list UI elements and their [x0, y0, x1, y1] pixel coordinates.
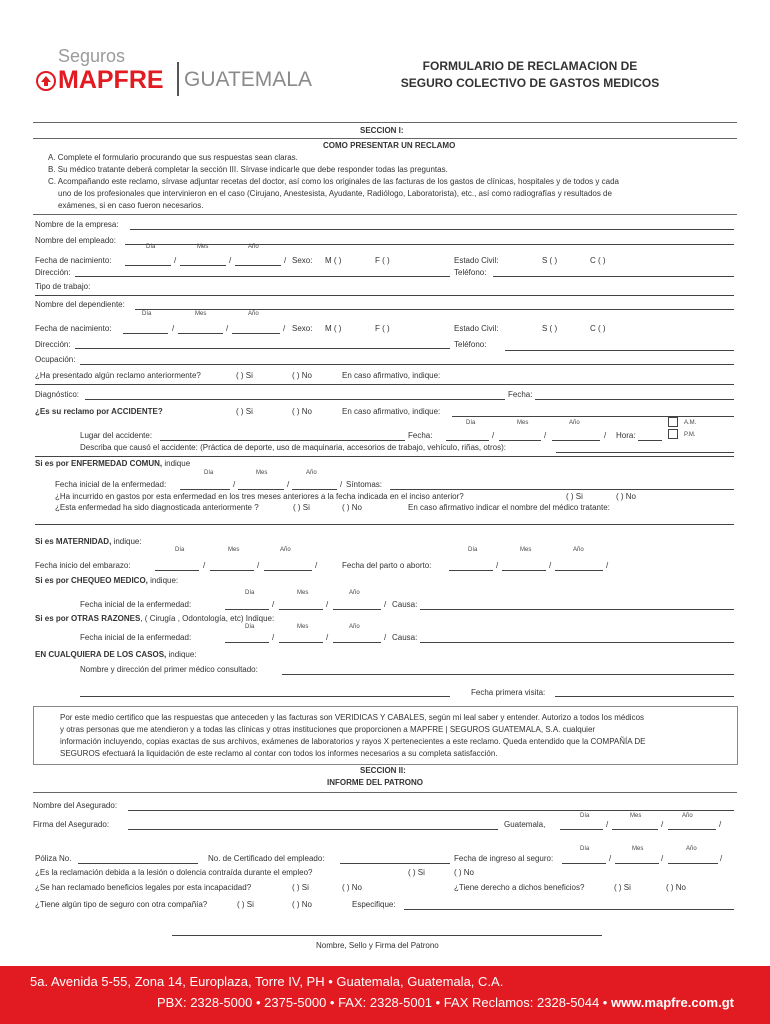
chequeo-rest: indique: [147, 576, 179, 585]
dia-label: Día [245, 624, 255, 630]
slash: / [287, 480, 290, 489]
ocupacion-field[interactable] [80, 364, 734, 365]
embarazo-anio-field[interactable] [264, 570, 312, 571]
primera-visita-label: Fecha primera visita: [471, 688, 546, 697]
maternidad-bold: Si es MATERNIDAD, [35, 537, 112, 546]
reclamo-anterior-afirm: En caso afirmativo, indique: [342, 371, 441, 380]
accidente-afirm: En caso afirmativo, indique: [342, 407, 441, 416]
slash: / [283, 324, 286, 333]
parto-label: Fecha del parto o aborto: [342, 561, 432, 570]
slash: / [284, 256, 287, 265]
cualquiera-label [35, 650, 197, 659]
form-title-line1: FORMULARIO DE RECLAMACION DE [422, 59, 638, 73]
dia-label: Día [580, 813, 590, 819]
asegurado-label: Nombre del Asegurado: [33, 801, 118, 810]
anio-label: Año [569, 420, 580, 426]
reclamo-anterior-no[interactable]: ( ) No [292, 371, 312, 380]
slash: / [661, 820, 664, 829]
empleado-telefono-label: Teléfono: [454, 268, 487, 277]
logo-mapfre-text: MAPFRE [58, 66, 164, 94]
enf-mes-field[interactable] [238, 489, 284, 490]
enfermedad-rest: indique [162, 459, 191, 468]
accidente-label: ¿Es su reclamo por ACCIDENTE? [35, 407, 163, 416]
chequeo-dia-field[interactable] [225, 609, 269, 610]
chequeo-causa-field[interactable] [420, 609, 734, 610]
dependiente-mes-field[interactable] [178, 333, 223, 334]
enfermedad-label [35, 459, 190, 468]
empleado-dia-field[interactable] [125, 265, 171, 266]
section1-heading-rule [33, 138, 737, 139]
instructions-bottom-rule [33, 214, 737, 215]
anio-label: Año [349, 624, 360, 630]
empleado-estado-s[interactable]: S ( ) [542, 256, 558, 265]
asegurado-field[interactable] [128, 810, 734, 811]
section1-top-rule [33, 122, 737, 123]
describa-field-2[interactable] [35, 456, 734, 457]
empleado-estado-civil-label: Estado Civil: [454, 256, 499, 265]
mes-label: Mes [297, 590, 309, 596]
slash: / [492, 431, 495, 440]
primer-medico-label: Nombre y dirección del primer médico consultado: [80, 665, 258, 674]
dependiente-estado-c[interactable]: C ( ) [590, 324, 606, 333]
hora-field[interactable] [638, 440, 662, 441]
anio-label: Año [573, 547, 584, 553]
otras-anio-field[interactable] [333, 642, 381, 643]
empleado-field[interactable] [125, 244, 734, 245]
mes-label: Mes [630, 813, 642, 819]
primera-visita-field[interactable] [555, 696, 734, 697]
accidente-no[interactable]: ( ) No [292, 407, 312, 416]
instruction-a: A. Complete el formulario procurando que sus respuestas sean claras. [48, 153, 298, 162]
ingreso-dia-field[interactable] [562, 863, 606, 864]
cualquiera-rest: indique: [166, 650, 197, 659]
dia-label: Día [245, 590, 255, 596]
sello-label: Nombre, Sello y Firma del Patrono [316, 941, 439, 950]
primer-medico-field[interactable] [282, 674, 734, 675]
anio-label: Año [682, 813, 693, 819]
slash: / [606, 820, 609, 829]
enf-dia-field[interactable] [180, 489, 230, 490]
medico-tratante-field[interactable] [35, 524, 734, 525]
instruction-c3: exámenes, si en caso fueron necesarios. [58, 201, 204, 210]
guatemala-anio-field[interactable] [668, 829, 716, 830]
empresa-label: Nombre de la empresa: [35, 220, 119, 229]
lugar-accidente-label: Lugar del accidente: [80, 431, 153, 440]
section2-heading: SECCION II: [360, 766, 406, 775]
diagnosticada-label: ¿Esta enfermedad ha sido diagnosticada anteriormente ? [55, 503, 259, 512]
empleado-direccion-label: Dirección: [35, 268, 71, 277]
trabajo-field[interactable] [35, 295, 734, 296]
slash: / [226, 324, 229, 333]
dependiente-fecha-nac-label: Fecha de nacimiento: [35, 324, 112, 333]
mes-label: Mes [256, 470, 268, 476]
otras-rest: , ( Cirugía , Odontología, etc) Indique: [140, 614, 275, 623]
certification-line4: SEGUROS efectuará la liquidación de este reclamo al contar con todos los informes necesarios a su completa satisfacción. [60, 749, 498, 758]
slash: / [496, 561, 499, 570]
slash: / [719, 820, 722, 829]
otro-seguro-label: ¿Tiene algún tipo de seguro con otra compañía? [35, 900, 208, 909]
ingreso-anio-field[interactable] [668, 863, 718, 864]
slash: / [172, 324, 175, 333]
accidente-fecha-label: Fecha: [408, 431, 433, 440]
slash: / [340, 480, 343, 489]
am-checkbox[interactable] [668, 417, 678, 427]
slash: / [326, 600, 329, 609]
mes-label: Mes [297, 624, 309, 630]
slash: / [272, 600, 275, 609]
slash: / [257, 561, 260, 570]
empleado-direccion-field[interactable] [75, 276, 450, 277]
incurrido-si[interactable]: ( ) Si [566, 492, 583, 501]
dia-label: Día [146, 244, 156, 250]
dependiente-anio-field[interactable] [232, 333, 280, 334]
form-title-line2: SEGURO COLECTIVO DE GASTOS MEDICOS [400, 76, 660, 90]
parto-dia-field[interactable] [449, 570, 493, 571]
dia-label: Día [468, 547, 478, 553]
firma-label: Firma del Asegurado: [33, 820, 110, 829]
chequeo-anio-field[interactable] [333, 609, 381, 610]
footer-website-link[interactable]: www.mapfre.com.gt [610, 995, 734, 1010]
incurrido-label: ¿Ha incurrido en gastos por esta enfermedad en los tres meses anteriores a la fecha indicada en el inciso anterior? [55, 492, 464, 501]
dependiente-label: Nombre del dependiente: [35, 300, 125, 309]
chequeo-causa-label: Causa: [392, 600, 418, 609]
mes-label: Mes [520, 547, 532, 553]
empleado-estado-c[interactable]: C ( ) [590, 256, 606, 265]
embarazo-label: Fecha inicio del embarazo: [35, 561, 131, 570]
certification-line1: Por este medio certifico que las respuestas que anteceden y las facturas son VERIDICAS Y CABALES, según mi leal saber y entender. Autorizo a todos los médicos [60, 713, 645, 722]
guatemala-mes-field[interactable] [612, 829, 658, 830]
diagnostico-field[interactable] [85, 399, 505, 400]
slash: / [384, 600, 387, 609]
dependiente-direccion-label: Dirección: [35, 340, 71, 349]
cualquiera-bold: EN CUALQUIERA DE LOS CASOS, [35, 650, 167, 659]
certificado-field[interactable] [340, 863, 450, 864]
dia-label: Día [142, 311, 152, 317]
certification-line3: información incluyendo, copias exactas de sus archivos, exámenes de laboratorios y rayos X pertenecientes a este reclamo. Queda entendido que la COMPAÑÍA DE [60, 737, 646, 746]
derecho-label: ¿Tiene derecho a dichos beneficios? [454, 883, 585, 892]
beneficios-legales-si[interactable]: ( ) Si [292, 883, 309, 892]
enf-fecha-inicial-label: Fecha inicial de la enfermedad: [55, 480, 167, 489]
section2-rule [33, 792, 737, 793]
diagnosticada-si[interactable]: ( ) Si [293, 503, 310, 512]
lugar-accidente-field[interactable] [160, 440, 405, 441]
anio-label: Año [306, 470, 317, 476]
footer-address: 5a. Avenida 5-55, Zona 14, Europlaza, Torre IV, PH • Guatemala, Guatemala, C.A. [30, 974, 504, 989]
chequeo-fecha-label: Fecha inicial de la enfermedad: [80, 600, 192, 609]
firma-field[interactable] [128, 829, 498, 830]
parto-mes-field[interactable] [502, 570, 546, 571]
empleado-telefono-field[interactable] [493, 276, 734, 277]
dependiente-estado-s[interactable]: S ( ) [542, 324, 558, 333]
sello-field[interactable] [172, 935, 602, 936]
logo-seguros-text: Seguros [58, 46, 126, 66]
slash: / [326, 633, 329, 642]
medico-tratante-label: En caso afirmativo indicar el nombre del médico tratante: [408, 503, 610, 512]
otras-bold: Si es por OTRAS RAZONES [35, 614, 141, 623]
enf-anio-field[interactable] [292, 489, 337, 490]
empleado-sexo-m[interactable]: M ( ) [325, 256, 342, 265]
especifique-label: Especifique: [352, 900, 396, 909]
slash: / [384, 633, 387, 642]
empleado-label: Nombre del empleado: [35, 236, 116, 245]
slash: / [315, 561, 318, 570]
logo-divider [177, 62, 179, 96]
chequeo-mes-field[interactable] [279, 609, 323, 610]
instruction-c2: uno de los profesionales que intervinieron en el caso (Cirujano, Anestesista, Ayudante, Radiólogo, Laboratorista), etc., así como radiografías y resultados de [58, 189, 612, 198]
otras-dia-field[interactable] [225, 642, 269, 643]
anio-label: Año [349, 590, 360, 596]
lesion-si[interactable]: ( ) Si [408, 868, 425, 877]
slash: / [604, 431, 607, 440]
beneficios-legales-label: ¿Se han reclamado beneficios legales por esta incapacidad? [35, 883, 252, 892]
dependiente-dia-field[interactable] [123, 333, 168, 334]
dependiente-field[interactable] [135, 309, 734, 310]
incurrido-no[interactable]: ( ) No [616, 492, 636, 501]
diagnosticada-no[interactable]: ( ) No [342, 503, 362, 512]
sintomas-label: Síntomas: [346, 480, 383, 489]
chequeo-bold: Si es por CHEQUEO MEDICO, [35, 576, 148, 585]
empleado-sexo-label: Sexo: [292, 256, 313, 265]
anio-label: Año [248, 311, 259, 317]
derecho-no[interactable]: ( ) No [666, 883, 686, 892]
accidente-mes-field[interactable] [499, 440, 541, 441]
dependiente-direccion-field[interactable] [75, 348, 450, 349]
slash: / [233, 480, 236, 489]
mes-label: Mes [228, 547, 240, 553]
am-label: A.M. [684, 420, 697, 426]
diagnostico-label: Diagnóstico: [35, 390, 80, 399]
describa-label: Describa que causó el accidente: (Práctica de deporte, uso de maquinaria, accesorios de trabajo, vehículo, riñas, otros): [80, 443, 507, 452]
section1-heading: SECCION I: [360, 126, 404, 135]
poliza-field[interactable] [78, 863, 198, 864]
trabajo-label: Tipo de trabajo: [35, 282, 91, 291]
ocupacion-label: Ocupación: [35, 355, 76, 364]
primer-medico-field-2[interactable] [80, 696, 450, 697]
empresa-field[interactable] [130, 229, 734, 230]
slash: / [272, 633, 275, 642]
otras-mes-field[interactable] [279, 642, 323, 643]
dependiente-estado-civil-label: Estado Civil: [454, 324, 499, 333]
lesion-label: ¿Es la reclamación debida a la lesión o dolencia contraída durante el empleo? [35, 868, 313, 877]
ingreso-mes-field[interactable] [615, 863, 659, 864]
logo-country-text: GUATEMALA [184, 68, 312, 91]
accidente-dia-field[interactable] [446, 440, 489, 441]
footer-phones: PBX: 2328-5000 • 2375-5000 • FAX: 2328-5001 • FAX Reclamos: 2328-5044 • [156, 995, 611, 1010]
slash: / [549, 561, 552, 570]
reclamo-anterior-field[interactable] [35, 384, 734, 385]
especifique-field[interactable] [404, 909, 734, 910]
chequeo-label [35, 576, 178, 585]
maternidad-rest: indique: [111, 537, 142, 546]
certification-line2: y otras personas que me atendieron y a todas las clínicas y otras instituciones que proporcionen a MAPFRE | SEGUROS GUATEMALA, S.A. cualquier [60, 725, 596, 734]
certificado-label: No. de Certificado del empleado: [208, 854, 325, 863]
anio-label: Año [280, 547, 291, 553]
dia-label: Día [204, 470, 214, 476]
diagnostico-fecha-field[interactable] [535, 399, 734, 400]
dia-label: Día [580, 846, 590, 852]
beneficios-legales-no[interactable]: ( ) No [342, 883, 362, 892]
reclamo-anterior-label: ¿Ha presentado algún reclamo anteriormente? [35, 371, 201, 380]
poliza-label: Póliza No. [35, 854, 72, 863]
hora-label: Hora: [616, 431, 636, 440]
dependiente-sexo-label: Sexo: [292, 324, 313, 333]
instruction-b: B. Su médico tratante deberá completar la sección III. Sírvase indicarle que debe responder todas las preguntas. [48, 165, 448, 174]
otro-seguro-no[interactable]: ( ) No [292, 900, 312, 909]
dia-label: Día [175, 547, 185, 553]
sintomas-field[interactable] [390, 489, 734, 490]
empleado-mes-field[interactable] [180, 265, 226, 266]
lesion-no[interactable]: ( ) No [454, 868, 474, 877]
empleado-fecha-nac-label: Fecha de nacimiento: [35, 256, 112, 265]
otras-causa-label: Causa: [392, 633, 418, 642]
slash: / [606, 561, 609, 570]
ingreso-label: Fecha de ingreso al seguro: [454, 854, 554, 863]
slash: / [174, 256, 177, 265]
maternidad-label [35, 537, 142, 546]
slash: / [544, 431, 547, 440]
pm-label: P.M. [684, 432, 696, 438]
slash: / [720, 854, 723, 863]
parto-anio-field[interactable] [555, 570, 603, 571]
section2-subheading: INFORME DEL PATRONO [327, 778, 423, 787]
section1-subheading: COMO PRESENTAR UN RECLAMO [323, 141, 456, 150]
embarazo-dia-field[interactable] [155, 570, 199, 571]
otras-causa-field[interactable] [420, 642, 734, 643]
dependiente-sexo-m[interactable]: M ( ) [325, 324, 342, 333]
accidente-anio-field[interactable] [552, 440, 600, 441]
slash: / [609, 854, 612, 863]
accidente-si[interactable]: ( ) Si [236, 407, 253, 416]
dependiente-telefono-label: Teléfono: [454, 340, 487, 349]
slash: / [229, 256, 232, 265]
accidente-afirm-field[interactable] [452, 416, 734, 417]
instruction-c1: C. Acompañando este reclamo, sírvase adjuntar recetas del doctor, así como los originales de las facturas de los gastos de clínicas, hospitales y de todos y cada [48, 177, 619, 186]
embarazo-mes-field[interactable] [210, 570, 254, 571]
guatemala-label: Guatemala, [504, 820, 546, 829]
anio-label: Año [248, 244, 259, 250]
empleado-sexo-f[interactable]: F ( ) [375, 256, 390, 265]
dependiente-sexo-f[interactable]: F ( ) [375, 324, 390, 333]
slash: / [661, 854, 664, 863]
describa-field[interactable] [556, 452, 734, 453]
footer-contact [157, 995, 734, 1010]
anio-label: Año [686, 846, 697, 852]
dependiente-telefono-field[interactable] [505, 350, 734, 351]
otras-fecha-label: Fecha inicial de la enfermedad: [80, 633, 192, 642]
mes-label: Mes [197, 244, 209, 250]
enfermedad-bold: Si es por ENFERMEDAD COMUN, [35, 459, 163, 468]
mapfre-logo-icon [36, 71, 56, 91]
mes-label: Mes [517, 420, 529, 426]
mes-label: Mes [195, 311, 207, 317]
dia-label: Día [466, 420, 476, 426]
reclamo-anterior-si[interactable]: ( ) Si [236, 371, 253, 380]
empleado-anio-field[interactable] [235, 265, 281, 266]
slash: / [203, 561, 206, 570]
otro-seguro-si[interactable]: ( ) Si [237, 900, 254, 909]
mes-label: Mes [632, 846, 644, 852]
guatemala-dia-field[interactable] [560, 829, 603, 830]
footer-bar [0, 966, 770, 1024]
otras-razones-label [35, 614, 274, 623]
diagnostico-fecha-label: Fecha: [508, 390, 533, 399]
derecho-si[interactable]: ( ) Si [614, 883, 631, 892]
pm-checkbox[interactable] [668, 429, 678, 439]
